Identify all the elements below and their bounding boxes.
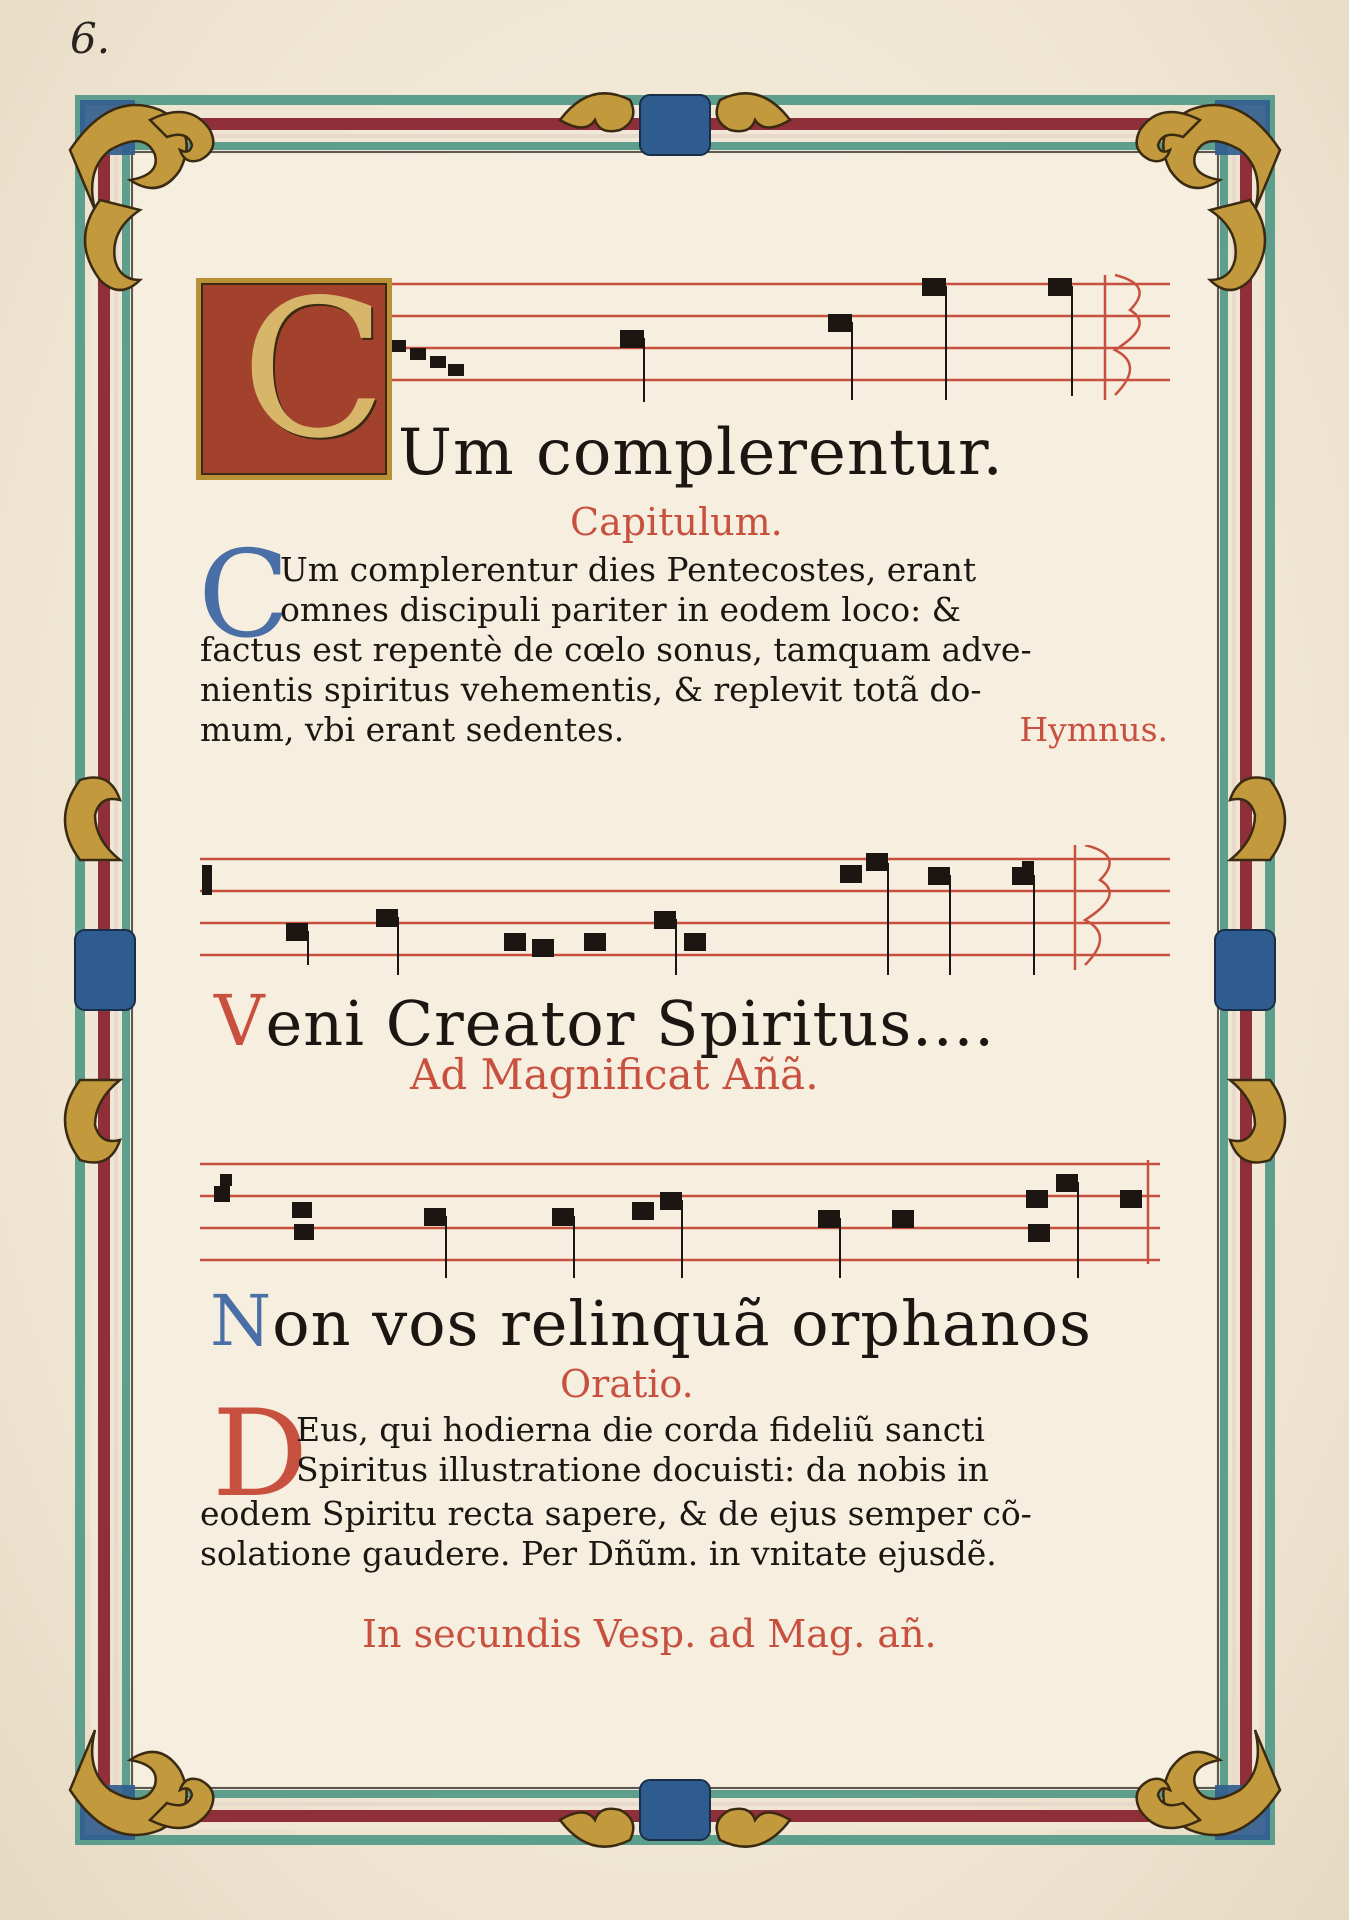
illuminated-initial-c — [196, 259, 392, 480]
illuminated-initial-letter: C — [241, 259, 387, 480]
incipit-3-text: on vos relinquã orphanos — [272, 1287, 1092, 1360]
right-boss — [1215, 930, 1275, 1010]
oratio-line-1: Eus, qui hodierna die corda fideliũ sancti — [296, 1410, 985, 1449]
chant-staff-2 — [200, 845, 1180, 985]
capitulum-line-5-text: mum, vbi erant sedentes. — [200, 710, 625, 749]
bottom-boss — [640, 1780, 710, 1840]
capitulum-text — [200, 550, 1190, 750]
capitulum-line-5 — [200, 710, 1190, 750]
folio-number: 6. — [70, 14, 111, 63]
incipit-1: Um complerentur. — [398, 416, 1004, 490]
oratio-initial: D — [212, 1385, 309, 1524]
capitulum-line-1: Um complerentur dies Pentecostes, erant — [280, 550, 977, 589]
heading-oratio: Oratio. — [560, 1362, 694, 1406]
incipit-3-initial: N — [210, 1280, 273, 1362]
capitulum-line-4: nientis spiritus vehementis, & replevit totã do- — [200, 670, 982, 709]
incipit-3 — [210, 1280, 1092, 1362]
rubric-in-secundis: In secundis Vesp. ad Mag. añ. — [362, 1612, 937, 1656]
capitulum-line-3: factus est repentè de cœlo sonus, tamquam adve- — [200, 630, 1032, 669]
capitulum-initial: C — [198, 526, 290, 665]
top-boss — [640, 95, 710, 155]
left-boss — [75, 930, 135, 1010]
chant-staff-3 — [200, 1150, 1180, 1290]
oratio-text — [200, 1410, 1190, 1574]
heading-capitulum: Capitulum. — [570, 500, 783, 544]
incipit-2-text: eni Creator Spiritus.... — [265, 987, 995, 1060]
rubric-ad-magnificat: Ad Magnificat Añã. — [410, 1050, 819, 1099]
incipit-2-initial: V — [214, 980, 266, 1062]
rubric-hymnus: Hymnus. — [1019, 710, 1168, 749]
oratio-line-2: Spiritus illustratione docuisti: da nobis in — [296, 1450, 990, 1489]
capitulum-line-2: omnes discipuli pariter in eodem loco: & — [280, 590, 962, 629]
oratio-line-4: solatione gaudere. Per Dñũm. in vnitate ejusdẽ. — [200, 1534, 997, 1573]
oratio-line-3: eodem Spiritu recta sapere, & de ejus semper cõ- — [200, 1494, 1032, 1533]
